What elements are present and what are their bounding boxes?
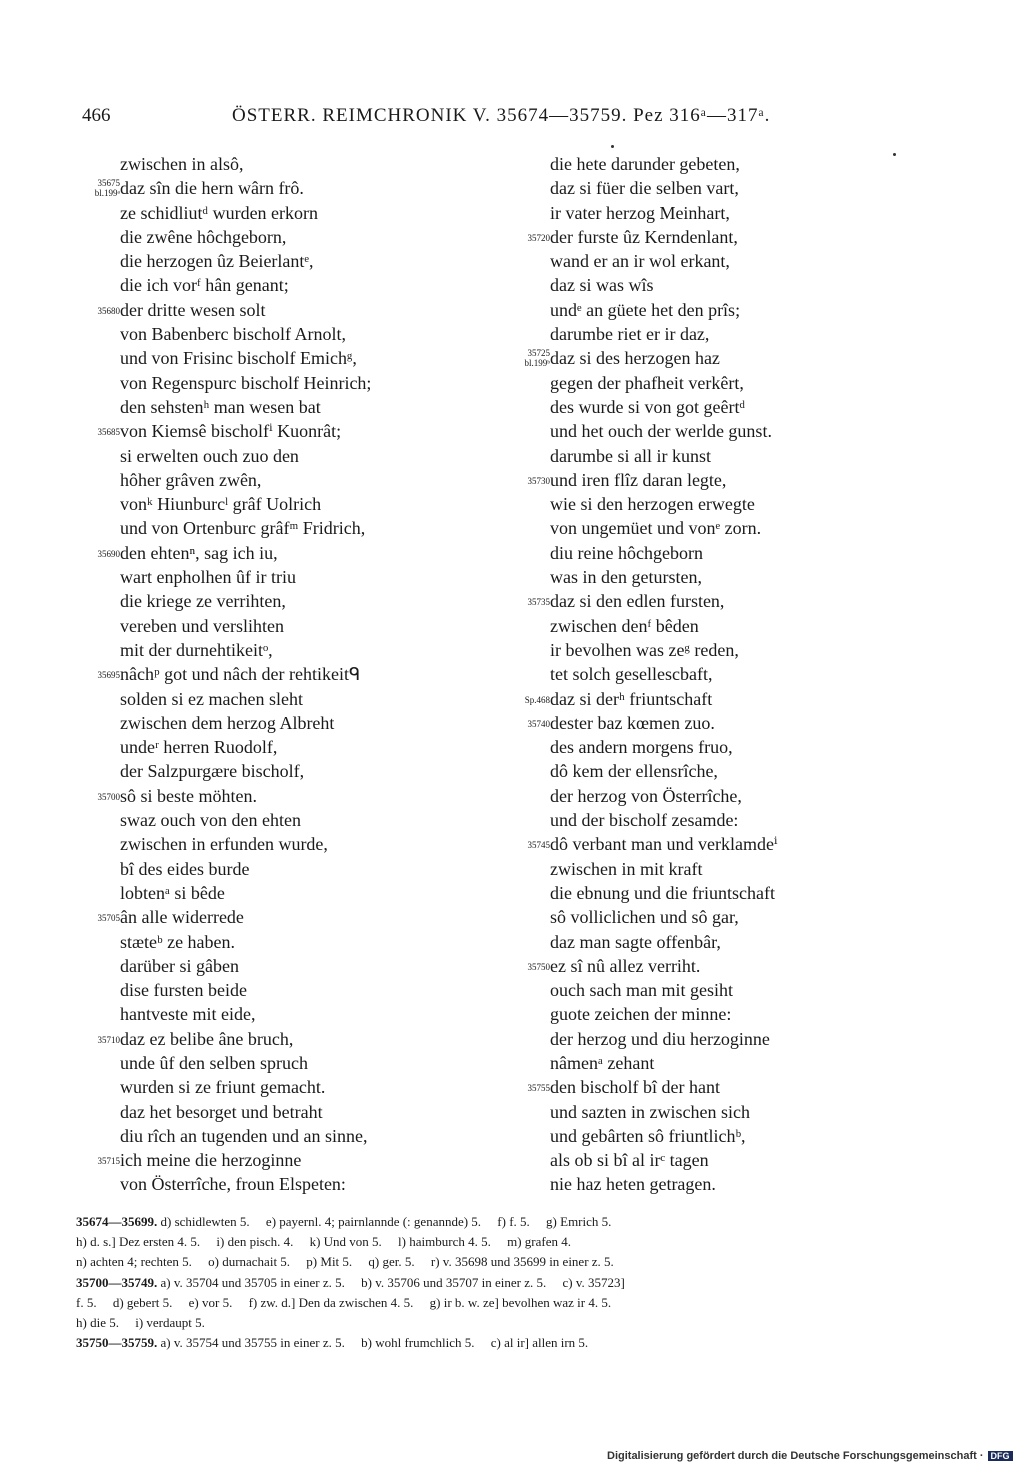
- page-header: [0, 105, 1000, 135]
- footnote-line: [76, 1293, 924, 1313]
- verse-number: 35735: [527, 597, 550, 608]
- footnote-line: [76, 1212, 924, 1232]
- verse-line: [500, 201, 930, 225]
- verse-line: [500, 492, 930, 516]
- verse-line: [70, 1051, 490, 1075]
- verse-number: 35720: [527, 232, 550, 243]
- verse-line: [70, 1148, 490, 1172]
- verse-line: [70, 954, 490, 978]
- verse-text: undeʳ herren Ruodolf,: [120, 737, 278, 758]
- verse-text: den sehstenʰ man wesen bat: [120, 396, 321, 417]
- footnote-line: [76, 1273, 924, 1293]
- verse-text: was in den getursten,: [550, 567, 702, 588]
- verse-text: unde ûf den selben spruch: [120, 1052, 308, 1073]
- verse-text: daz si den edlen fursten,: [550, 591, 725, 612]
- footnote-text: f. 5. d) gebert 5. e) vor 5. f) zw. d.] Den da zwischen 4. 5. g) ir b. w. ze] bevolhen waz ir 4. 5.: [76, 1294, 612, 1310]
- verse-number: Sp.468: [524, 694, 550, 705]
- footnote-range: 35750—35759.: [76, 1335, 158, 1351]
- verse-text: daz sîn die hern wârn frô.: [120, 178, 304, 199]
- verse-text: solden si ez machen sleht: [120, 688, 303, 709]
- verse-text: daz het besorget und betraht: [120, 1101, 323, 1122]
- footnote-text: h) die 5. i) verdaupt 5.: [76, 1315, 205, 1331]
- verse-text: der herzog und diu herzoginne: [550, 1028, 770, 1049]
- verse-line: [70, 176, 490, 200]
- running-title: ÖSTERR. REIMCHRONIK V. 35674—35759. Pez 316ᵃ—317ᵃ.: [232, 105, 771, 126]
- verse-line: [500, 516, 930, 540]
- verse-line: [500, 346, 930, 370]
- verse-number: 35675 bl.199ᵃ: [94, 178, 120, 199]
- verse-text: mit der durnehtikeitᵒ,: [120, 639, 273, 660]
- verse-text: den bischolf bî der hant: [550, 1077, 720, 1098]
- verse-line: [70, 978, 490, 1002]
- verse-text: des wurde si von got geêrtᵈ: [550, 396, 746, 417]
- dfg-logo: DFG: [988, 1451, 1013, 1461]
- verse-line: [500, 468, 930, 492]
- verse-line: [500, 298, 930, 322]
- verse-text: zwischen dem herzog Albreht: [120, 712, 335, 733]
- verse-line: [500, 565, 930, 589]
- verse-number: 35690: [97, 548, 120, 559]
- verse-text: des andern morgens fruo,: [550, 737, 733, 758]
- verse-text: hôher grâven zwên,: [120, 469, 262, 490]
- verse-number: 35715: [97, 1156, 120, 1167]
- verse-number: 35710: [97, 1034, 120, 1045]
- verse-text: dô kem der ellensrîche,: [550, 761, 718, 782]
- verse-line: [500, 735, 930, 759]
- verse-text: der herzog von Österrîche,: [550, 785, 742, 806]
- verse-text: der furste ûz Kerndenlant,: [550, 226, 738, 247]
- footnote-text: n) achten 4; rechten 5. o) durnachait 5. p) Mit 5. q) ger. 5. r) v. 35698 und 35699 in einer z. 5.: [76, 1254, 614, 1270]
- verse-line: [500, 419, 930, 443]
- verse-line: [500, 1172, 930, 1196]
- verse-line: [70, 1172, 490, 1196]
- verse-text: wart enpholhen ûf ir triu: [120, 567, 296, 588]
- verse-line: [500, 711, 930, 735]
- footnote-line: [76, 1252, 924, 1272]
- footnote-line: [76, 1232, 924, 1252]
- verse-text: ir bevolhen was zeᵍ reden,: [550, 639, 739, 660]
- verse-line: [70, 298, 490, 322]
- verse-text: wurden si ze friunt gemacht.: [120, 1077, 326, 1098]
- verse-text: diu rîch an tugenden und an sinne,: [120, 1125, 368, 1146]
- verse-text: von Kiemsê bischolfⁱ Kuonrât;: [120, 421, 342, 442]
- verse-text: und von Ortenburc grâfᵐ Fridrich,: [120, 518, 366, 539]
- verse-text: dise fursten beide: [120, 980, 247, 1001]
- verse-text: den ehtenⁿ, sag ich iu,: [120, 542, 278, 563]
- verse-text: wie si den herzogen erwegte: [550, 494, 755, 515]
- verse-line: [500, 1075, 930, 1099]
- verse-line: [70, 614, 490, 638]
- verse-line: [70, 832, 490, 856]
- verse-text: als ob si bî al irᶜ tagen: [550, 1150, 709, 1171]
- verse-line: [70, 322, 490, 346]
- verse-line: [500, 687, 930, 711]
- verse-text: und der bischolf zesamde:: [550, 810, 739, 831]
- verse-text: daz si des herzogen haz: [550, 348, 720, 369]
- verse-line: [500, 273, 930, 297]
- verse-line: [70, 419, 490, 443]
- verse-text: swaz ouch von den ehten: [120, 810, 301, 831]
- verse-text: daz man sagte offenbâr,: [550, 931, 721, 952]
- verse-text: darumbe riet er ir daz,: [550, 324, 710, 345]
- verse-line: [70, 516, 490, 540]
- verse-text: daz si was wîs: [550, 275, 654, 296]
- verse-text: zwischen in alsô,: [120, 154, 244, 174]
- digitization-credit: [607, 1450, 1013, 1462]
- verse-number: 35705: [97, 913, 120, 924]
- verse-line: [500, 881, 930, 905]
- verse-text: nâmenᵃ zehant: [550, 1052, 655, 1073]
- verse-line: [70, 201, 490, 225]
- footnotes: [76, 1212, 924, 1353]
- verse-text: wand er an ir wol erkant,: [550, 251, 730, 272]
- verse-line: [70, 930, 490, 954]
- verse-line: [500, 832, 930, 856]
- verse-number: 35680: [97, 305, 120, 316]
- verse-text: hantveste mit eide,: [120, 1004, 256, 1025]
- verse-line: [500, 395, 930, 419]
- verse-line: [70, 444, 490, 468]
- verse-line: [500, 784, 930, 808]
- verse-text: ich meine die herzoginne: [120, 1150, 302, 1171]
- verse-line: [70, 492, 490, 516]
- verse-text: der dritte wesen solt: [120, 299, 266, 320]
- footnote-text: a) v. 35704 und 35705 in einer z. 5. b) v. 35706 und 35707 in einer z. 5. c) v. 35723]: [157, 1274, 625, 1290]
- verse-number: 35740: [527, 718, 550, 729]
- ornament-dot: [611, 145, 614, 148]
- verse-text: si erwelten ouch zuo den: [120, 445, 299, 466]
- verse-text: zwischen denᶠ bêden: [550, 615, 699, 636]
- verse-line: [500, 1124, 930, 1148]
- verse-number: 35745: [527, 840, 550, 851]
- verse-line: [500, 1100, 930, 1124]
- verse-text: sô si beste möhten.: [120, 785, 257, 806]
- verse-line: [500, 1148, 930, 1172]
- verse-line: [500, 662, 930, 686]
- verse-line: [70, 1027, 490, 1051]
- right-verse-column: [500, 152, 930, 1197]
- verse-line: [70, 152, 490, 176]
- verse-text: die ebnung und die friuntschaft: [550, 882, 775, 903]
- verse-line: [70, 225, 490, 249]
- verse-text: sô volliclichen und sô gar,: [550, 907, 739, 928]
- verse-text: vonᵏ Hiunburcˡ grâf Uolrich: [120, 494, 322, 515]
- verse-line: [70, 371, 490, 395]
- verse-text: bî des eides burde: [120, 858, 250, 879]
- verse-text: daz si füer die selben vart,: [550, 178, 739, 199]
- verse-line: [500, 808, 930, 832]
- verse-text: dester baz kœmen zuo.: [550, 712, 715, 733]
- verse-line: [70, 1100, 490, 1124]
- verse-line: [500, 371, 930, 395]
- verse-line: [500, 152, 930, 176]
- verse-line: [70, 857, 490, 881]
- verse-line: [70, 759, 490, 783]
- verse-text: guote zeichen der minne:: [550, 1004, 732, 1025]
- verse-line: [500, 978, 930, 1002]
- verse-line: [500, 638, 930, 662]
- verse-text: die ich vorᶠ hân genant;: [120, 275, 289, 296]
- verse-text: darüber si gâben: [120, 955, 239, 976]
- verse-text: gegen der phafheit verkêrt,: [550, 372, 744, 393]
- verse-line: [70, 273, 490, 297]
- verse-text: und von Frisinc bischolf Emichᵍ,: [120, 348, 357, 369]
- verse-line: [70, 662, 490, 686]
- verse-line: [70, 1124, 490, 1148]
- verse-text: dô verbant man und verklamdeⁱ: [550, 834, 778, 855]
- verse-line: [500, 444, 930, 468]
- verse-text: von Babenberc bischolf Arnolt,: [120, 324, 346, 345]
- verse-number: 35755: [527, 1083, 550, 1094]
- verse-text: und het ouch der werlde gunst.: [550, 421, 772, 442]
- verse-line: [500, 905, 930, 929]
- verse-text: ouch sach man mit gesiht: [550, 980, 733, 1001]
- verse-line: [70, 881, 490, 905]
- verse-text: ir vater herzog Meinhart,: [550, 202, 730, 223]
- footnote-text: h) d. s.] Dez ersten 4. 5. i) den pisch. 4. k) Und von 5. l) haimburch 4. 5. m) grafen 4.: [76, 1234, 571, 1250]
- verse-text: tet solch gesellescbaft,: [550, 664, 713, 685]
- verse-line: [70, 1075, 490, 1099]
- verse-text: daz ez belibe âne bruch,: [120, 1028, 294, 1049]
- verse-text: darumbe si all ir kunst: [550, 445, 711, 466]
- verse-line: [70, 784, 490, 808]
- verse-text: nâchᵖ got und nâch der rehtikeitᑫ: [120, 664, 361, 685]
- verse-text: ze schidliutᵈ wurden erkorn: [120, 202, 319, 223]
- verse-number: 35750: [527, 961, 550, 972]
- verse-text: undᵉ an güete het den prîs;: [550, 299, 741, 320]
- verse-text: von Österrîche, froun Elspeten:: [120, 1174, 346, 1195]
- verse-text: zwischen in mit kraft: [550, 858, 703, 879]
- verse-text: diu reine hôchgeborn: [550, 542, 703, 563]
- footnote-text: a) v. 35754 und 35755 in einer z. 5. b) wohl frumchlich 5. c) al ir] allen irn 5.: [157, 1335, 589, 1351]
- verse-number: 35685: [97, 427, 120, 438]
- verse-line: [500, 1051, 930, 1075]
- verse-number: 35725 bl.199ᵇ: [524, 348, 550, 369]
- verse-line: [70, 905, 490, 929]
- verse-line: [70, 711, 490, 735]
- verse-text: die kriege ze verrihten,: [120, 591, 286, 612]
- verse-line: [70, 395, 490, 419]
- verse-text: und iren flîz daran legte,: [550, 469, 727, 490]
- verse-text: zwischen in erfunden wurde,: [120, 834, 328, 855]
- footnote-range: 35674—35699.: [76, 1214, 158, 1229]
- verse-line: [70, 687, 490, 711]
- verse-line: [70, 346, 490, 370]
- verse-number: 35730: [527, 475, 550, 486]
- verse-line: [70, 638, 490, 662]
- footnote-text: d) schidlewten 5. e) payernl. 4; pairnlannde (: genannde) 5. f) f. 5. g) Emrich 5.: [157, 1214, 612, 1229]
- verse-line: [500, 930, 930, 954]
- verse-text: die hete darunder gebeten,: [550, 154, 740, 174]
- verse-text: von ungemüet und vonᵉ zorn.: [550, 518, 762, 539]
- verse-line: [70, 468, 490, 492]
- verse-text: daz si derʰ friuntschaft: [550, 688, 713, 709]
- credit-text: Digitalisierung gefördert durch die Deutsche Forschungsgemeinschaft ·: [607, 1450, 984, 1462]
- verse-line: [500, 759, 930, 783]
- verse-line: [70, 808, 490, 832]
- footnote-range: 35700—35749.: [76, 1274, 158, 1290]
- verse-line: [500, 322, 930, 346]
- verse-text: lobtenᵃ si bêde: [120, 882, 225, 903]
- verse-line: [500, 589, 930, 613]
- verse-number: 35700: [97, 791, 120, 802]
- verse-line: [500, 857, 930, 881]
- verse-line: [70, 565, 490, 589]
- verse-text: und sazten in zwischen sich: [550, 1101, 750, 1122]
- page-number: 466: [82, 105, 111, 126]
- verse-line: [500, 1027, 930, 1051]
- verse-text: der Salzpurgære bischolf,: [120, 761, 305, 782]
- verse-line: [500, 541, 930, 565]
- verse-line: [70, 589, 490, 613]
- verse-line: [500, 614, 930, 638]
- verse-text: die zwêne hôchgeborn,: [120, 226, 287, 247]
- verse-line: [70, 541, 490, 565]
- verse-text: vereben und verslihten: [120, 615, 284, 636]
- verse-line: [70, 249, 490, 273]
- verse-text: die herzogen ûz Beierlantᵉ,: [120, 251, 314, 272]
- verse-line: [70, 1002, 490, 1026]
- verse-line: [500, 249, 930, 273]
- footnote-line: [76, 1333, 924, 1353]
- verse-text: nie haz heten getragen.: [550, 1174, 716, 1195]
- verse-text: und gebârten sô friuntlichᵇ,: [550, 1125, 746, 1146]
- verse-line: [500, 176, 930, 200]
- verse-text: ân alle widerrede: [120, 907, 244, 928]
- verse-line: [500, 225, 930, 249]
- verse-number: 35695: [97, 670, 120, 681]
- verse-line: [500, 1002, 930, 1026]
- verse-line: [70, 735, 490, 759]
- verse-line: [500, 954, 930, 978]
- footnote-line: [76, 1313, 924, 1333]
- verse-text: stæteᵇ ze haben.: [120, 931, 236, 952]
- verse-text: von Regenspurc bischolf Heinrich;: [120, 372, 372, 393]
- left-verse-column: [70, 152, 490, 1197]
- verse-text: ez sî nû allez verriht.: [550, 955, 701, 976]
